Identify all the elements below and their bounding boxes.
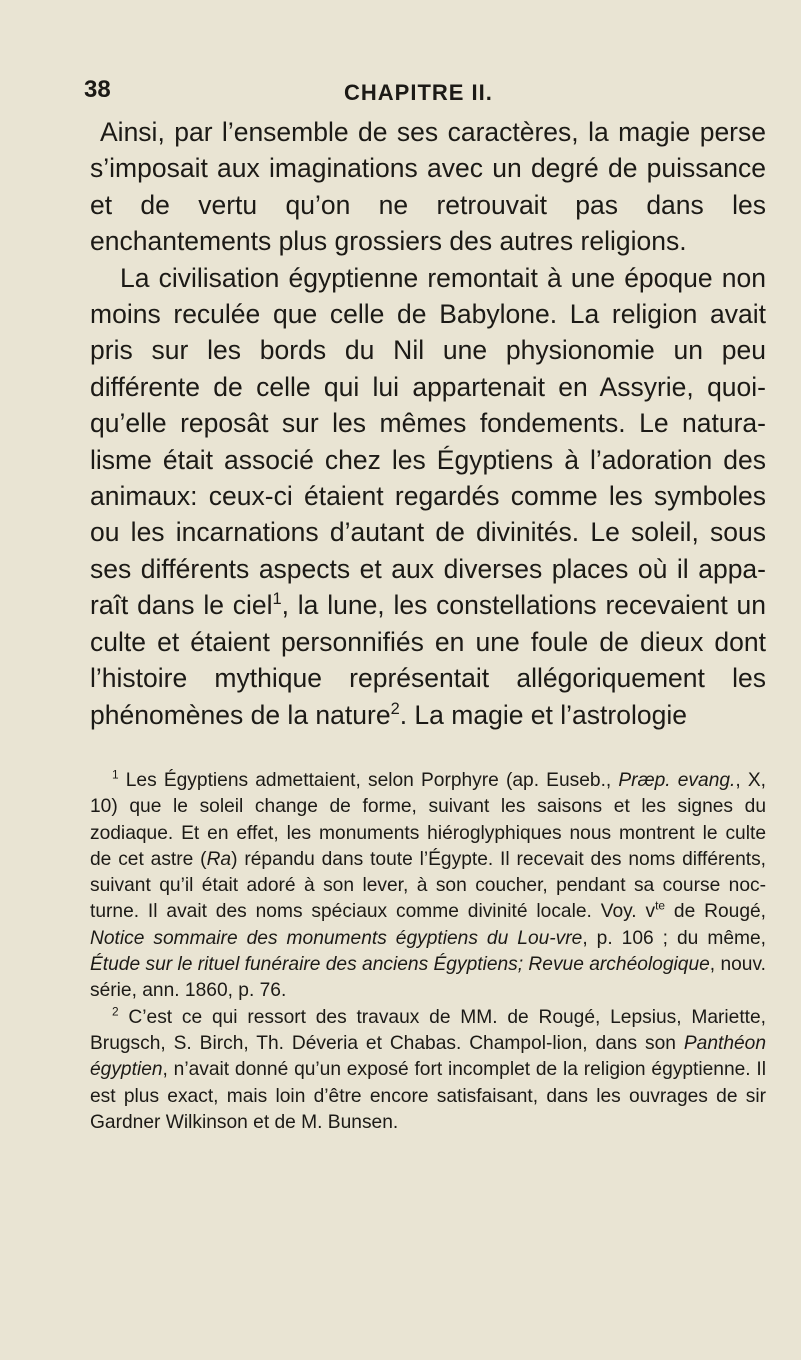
- footnote-1-marker: 1: [112, 767, 119, 782]
- footnote-1-text-a: Les Égyptiens admettaient, selon Porphyre (ap. Euseb.,: [125, 770, 612, 791]
- footnotes: [90, 768, 766, 1136]
- paragraph-2-part-a: La civilisation égyptienne remontait à une époque non moins reculée que celle de Babylone. La religion avait pris sur les bords du Nil une physionomie un peu différente de celle qui lui appartenait en Assyrie, quoi-qu’elle reposât sur les mêmes fondements. Le natura-lisme était associé chez les Égyptiens à l’adoration des animaux: ceux-ci étaient regardés comme les symboles ou les incarnations d’autant de divinités. Le soleil, sous ses différents aspects et aux diverses places où il appa-raît dans le ciel: [90, 262, 766, 621]
- main-text: [90, 114, 766, 733]
- footnote-1-notice-title: Notice sommaire des monuments égyptiens du Lou-vre: [90, 927, 583, 949]
- footnote-1-ra: Ra: [206, 848, 232, 870]
- paragraph-2-part-b: , la lune, les constellations recevaient un culte et étaient personnifiés en une foule de dieux dont l’histoire mythique représentait allégoriquement les phénomènes de la nature: [90, 590, 766, 730]
- footnote-ref-2: 2: [390, 699, 400, 718]
- footnote-1-text-e: ) répandu dans toute l’Égypte. Il recevait des noms différents, suivant qu’il était adoré à son lever, à son coucher, pendant sa course noc-turne. Il avait des noms spéciaux comme divinité locale. Voy. v: [90, 848, 767, 923]
- footnote-1: [90, 768, 766, 1005]
- footnote-2: [90, 1005, 766, 1136]
- footnote-ref-1: 1: [272, 590, 282, 609]
- paragraph-1: Ainsi, par l’ensemble de ses caractères, la magie perse s’imposait aux imaginations avec un degré de puissance et de vertu qu’on ne retrouvait pas dans les enchantements plus grossiers des autres religions.: [90, 117, 766, 257]
- footnote-1-text-f: de Rougé,: [665, 901, 766, 923]
- footnote-1-etude-title: Étude sur le rituel funéraire des anciens Égyptiens; Revue archéologique: [90, 954, 710, 976]
- footnote-1-text-c: , X, 10) que le soleil change de forme, suivant les saisons et les signes du zodiaque. Et en effet, les monuments hiéroglyphiques nous montrent le culte de cet astre (: [90, 770, 766, 870]
- page-number: 38: [84, 76, 111, 103]
- footnote-1-text-h: , p. 106 ; du même,: [582, 927, 766, 949]
- footnote-2-marker: 2: [112, 1004, 119, 1019]
- footnote-1-citation: Præp. evang.: [618, 770, 736, 791]
- paragraph-2-part-c: . La magie et l’astrologie: [399, 699, 687, 730]
- footnote-2-text-c: , n’avait donné qu’un exposé fort incomplet de la religion égyptienne. Il est plus exact, mais loin d’être encore satisfaisant, dans les ouvrages de sir Gardner Wilkinson et de M. Bunsen.: [90, 1059, 766, 1133]
- running-head: CHAPITRE II.: [344, 80, 493, 105]
- footnote-1-vte: te: [655, 899, 666, 914]
- paragraph-2: [90, 260, 766, 733]
- footnote-2-text-a: C’est ce qui ressort des travaux de MM. de Rougé, Lepsius, Mariette, Brugsch, S. Birch, Th. Déveria et Chabas. Champol-lion, dans son: [90, 1006, 766, 1054]
- footnote-1-text-j: , nouv. série, ann. 1860, p. 76.: [90, 954, 766, 1002]
- page-header: [84, 76, 741, 110]
- footnote-2-pantheon-title: Panthéon égyptien: [90, 1032, 766, 1081]
